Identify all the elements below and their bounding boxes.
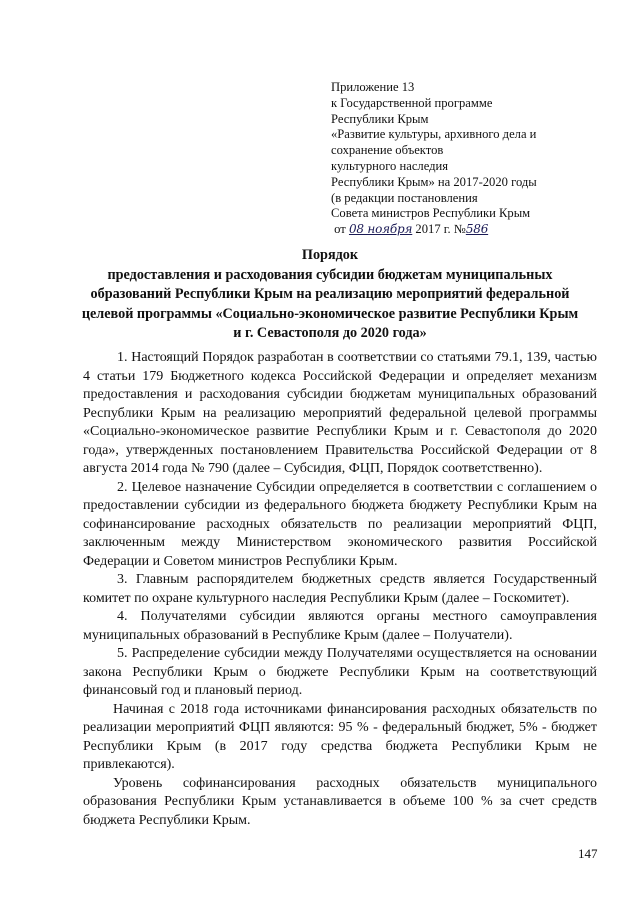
handwritten-number: 586 bbox=[465, 222, 489, 237]
annex-line: Совета министров Республики Крым bbox=[331, 206, 531, 221]
annex-line: сохранение объектов bbox=[331, 143, 444, 158]
annex-date-line bbox=[331, 222, 601, 238]
title-heading: Порядок bbox=[301, 247, 359, 263]
annex-line: Приложение 13 bbox=[331, 80, 415, 94]
paragraph-4: 4. Получателями субсидии являются органы местного самоуправления муниципальных образований в Республике Крым (далее – Получатели). bbox=[83, 609, 597, 643]
date-prefix: от bbox=[334, 222, 346, 237]
paragraph-3: 3. Главным распорядителем бюджетных средств является Государственный комитет по охране культурного наследия Республики Крым (далее – Госкомитет). bbox=[83, 572, 597, 606]
handwritten-date: 08 ноября bbox=[348, 222, 413, 237]
paragraph-5: 5. Распределение субсидии между Получателями осуществляется на основании закона Республики Крым о бюджете Республики Крым на соответствующий финансовый год и плановый период. bbox=[83, 646, 597, 698]
annex-line: к Государственной программе bbox=[331, 95, 493, 110]
annex-line: культурного наследия bbox=[331, 158, 449, 173]
document-body bbox=[83, 349, 597, 830]
annex-header bbox=[331, 80, 601, 238]
document-title bbox=[80, 246, 580, 344]
date-year: 2017 г. № bbox=[415, 222, 466, 237]
annex-line: Республики Крым bbox=[331, 111, 429, 126]
paragraph-7: Уровень софинансирования расходных обязательств муниципального образования Республики Крым устанавливается в объеме 100 % за счет средств бюджета Республики Крым. bbox=[83, 775, 597, 828]
annex-line: Республики Крым» на 2017-2020 годы bbox=[331, 174, 537, 189]
annex-line: (в редакции постановления bbox=[331, 190, 478, 205]
paragraph-6: Начиная с 2018 года источниками финансирования расходных обязательств по реализации мероприятий ФЦП являются: 95 % - федеральный бюджет, 5% - бюджет Республики Крым (в 2017 году средства бюджета Республики Крым не привлекаются). bbox=[83, 701, 597, 772]
annex-line: «Развитие культуры, архивного дела и bbox=[331, 127, 537, 142]
title-subtitle: предоставления и расходования субсидии бюджетам муниципальных образований Республики Крым на реализацию мероприятий федеральной целевой программы «Социально-экономическое развитие Республики Крым и г. Севастополя до 2020 года» bbox=[81, 266, 579, 342]
paragraph-1: 1. Настоящий Порядок разработан в соответствии со статьями 79.1, 139, частью 4 статьи 179 Бюджетного кодекса Российской Федерации и определяет механизм предоставления и расходования субсидии бюджетам муниципальных образований Республики Крым на реализацию мероприятий федеральной целевой программы «Социально-экономическое развитие Республики Крым и г. Севастополя до 2020 года», утвержденных постановлением Правительства Российской Федерации от 8 августа 2014 года № 790 (далее – Субсидия, ФЦП, Порядок соответственно). bbox=[83, 350, 597, 476]
page-number: 147 bbox=[578, 846, 598, 861]
paragraph-2: 2. Целевое назначение Субсидии определяется в соответствии с соглашением о предоставлении субсидии из федерального бюджета бюджету Республики Крым на софинансирование расходных обязательств по реализации мероприятий ФЦП, заключенным между Министерством экономического развития Российской Федерации и Советом министров Республики Крым. bbox=[83, 479, 597, 569]
